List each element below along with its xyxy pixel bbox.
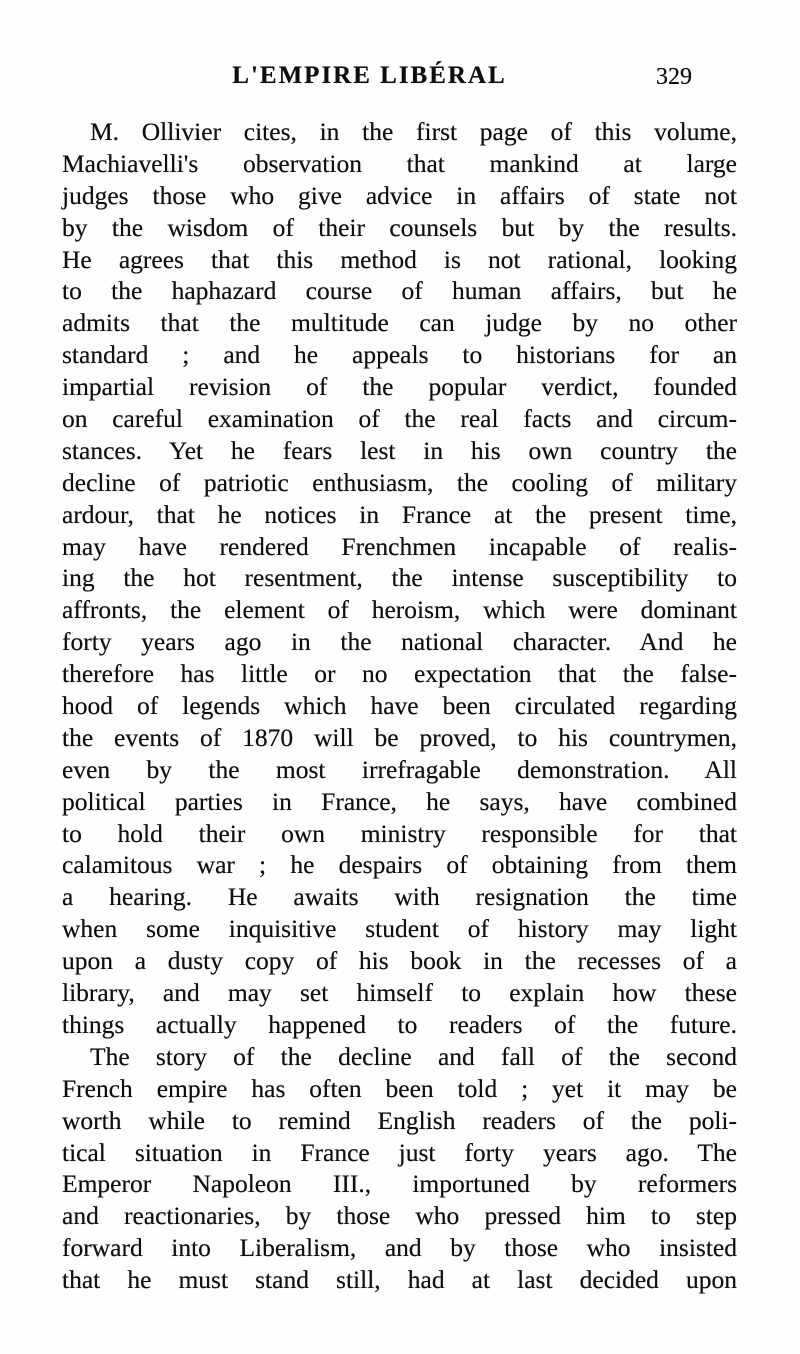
- text-line: upon a dusty copy of his book in the recesses of a: [62, 946, 737, 976]
- text-line: French empire has often been told ; yet it may be: [62, 1073, 737, 1103]
- text-line: ardour, that he notices in France at the present time,: [62, 499, 737, 529]
- text-line: Machiavelli's observation that mankind at large: [62, 148, 737, 178]
- text-line: and reactionaries, by those who pressed him to step: [62, 1201, 737, 1231]
- text-line: admits that the multitude can judge by no other: [62, 308, 737, 338]
- text-line: things actually happened to readers of the future.: [62, 1009, 737, 1039]
- text-line: stances. Yet he fears lest in his own country the: [62, 435, 737, 465]
- text-line: political parties in France, he says, have combined: [62, 786, 737, 816]
- text-line: when some inquisitive student of history may light: [62, 914, 737, 944]
- text-line: calamitous war ; he despairs of obtaining from them: [62, 850, 737, 880]
- text-line: forward into Liberalism, and by those who insisted: [62, 1233, 737, 1263]
- text-line: ing the hot resentment, the intense susceptibility to: [62, 563, 737, 593]
- text-line: impartial revision of the popular verdict, founded: [62, 372, 737, 402]
- text-line: He agrees that this method is not rational, looking: [62, 244, 737, 274]
- text-line: worth while to remind English readers of the poli-: [62, 1105, 737, 1135]
- text-line: hood of legends which have been circulated regarding: [62, 691, 737, 721]
- text-line: even by the most irrefragable demonstration. All: [62, 754, 737, 784]
- text-line: by the wisdom of their counsels but by the results.: [62, 212, 737, 242]
- text-line: M. Ollivier cites, in the first page of this volume,: [90, 117, 737, 146]
- page-number: 329: [656, 64, 692, 90]
- text-line: on careful examination of the real facts and circum-: [62, 404, 737, 434]
- text-line: to the haphazard course of human affairs, but he: [62, 276, 737, 306]
- running-head: [62, 62, 737, 96]
- page-text: [62, 116, 737, 1296]
- text-line: affronts, the element of heroism, which were dominant: [62, 595, 737, 625]
- text-line: a hearing. He awaits with resignation the time: [62, 882, 737, 912]
- text-line: library, and may set himself to explain how these: [62, 978, 737, 1008]
- text-line: that he must stand still, had at last decided upon: [62, 1265, 737, 1295]
- text-line: standard ; and he appeals to historians for an: [62, 340, 737, 370]
- text-line: forty years ago in the national character. And he: [62, 627, 737, 657]
- text-line: the events of 1870 will be proved, to his countrymen,: [62, 722, 737, 752]
- text-line: decline of patriotic enthusiasm, the cooling of military: [62, 467, 737, 497]
- text-line: The story of the decline and fall of the second: [90, 1041, 737, 1071]
- text-line: may have rendered Frenchmen incapable of realis-: [62, 531, 737, 561]
- paragraph: [62, 1041, 737, 1296]
- text-line: therefore has little or no expectation that the false-: [62, 659, 737, 689]
- paragraph: [62, 116, 737, 1041]
- running-title: L'EMPIRE LIBÉRAL: [232, 62, 507, 89]
- text-line: tical situation in France just forty years ago. The: [62, 1137, 737, 1167]
- text-line: Emperor Napoleon III., importuned by reformers: [62, 1169, 737, 1199]
- text-line: to hold their own ministry responsible for that: [62, 818, 737, 848]
- text-line: judges those who give advice in affairs of state not: [62, 180, 737, 210]
